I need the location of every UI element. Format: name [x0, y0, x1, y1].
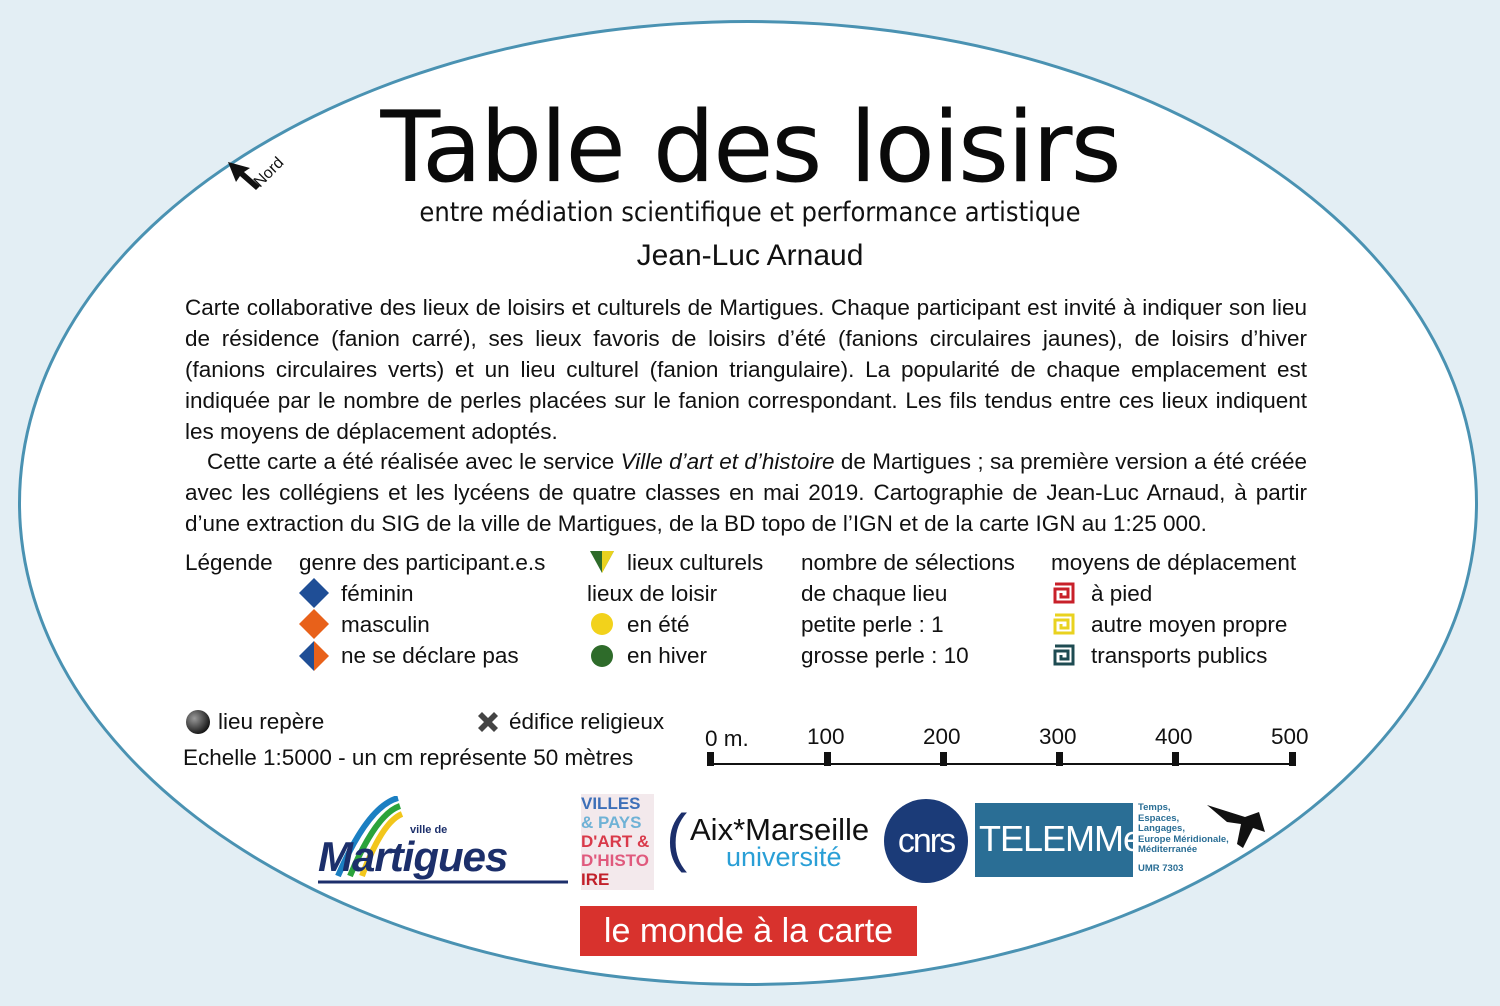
page-subtitle: entre médiation scientifique et performance artistique [419, 197, 1081, 228]
summer-dot-icon [590, 612, 614, 636]
direction-arrow-icon [1205, 802, 1267, 852]
gender-heading: genre des participant.e.s [299, 550, 546, 575]
legend-publics: transports publics [1091, 643, 1268, 668]
service-name: Ville d’art et d’histoire [620, 449, 835, 474]
pied-spiral-icon [1051, 580, 1077, 606]
page-title: Table des loisirs [380, 91, 1120, 205]
martigues-logo [318, 796, 568, 886]
undeclared-diamond-icon [298, 640, 330, 672]
legend-religious: édifice religieux [509, 709, 665, 734]
amu-logo: ( Aix*Marseille université [666, 801, 870, 873]
description-paragraph-1: Carte collaborative des lieux de loisirs et culturels de Martigues. Chaque participant est invité à indiquer son lieu de résidence (fanion carré), ses lieux favoris de loisirs d’été (fanions circulaires jaunes), de loisirs d’hiver (fanions circulaires verts) et un lieu culturel (fanion triangulaire). La popularité de chaque emplacement est indiquée par le nombre de perles placées sur le fanion correspondant. Les fils tendus entre ces lieux indiquent les moyens de déplacement adoptés. [185, 295, 1307, 444]
monde-a-la-carte-logo: le monde à la carte [580, 906, 917, 956]
cultural-triangle-icon [588, 549, 616, 575]
legend-summer: en été [627, 612, 690, 637]
scale-tick-0: 0 m. [705, 726, 749, 751]
amu-bottom: université [726, 842, 842, 872]
scale-tick-400: 400 [1155, 724, 1193, 749]
telemme-subtitle: Temps, Espaces, Langages, Europe Méridionale, Méditerranée UMR 7303 [1138, 802, 1229, 874]
selections-large: grosse perle : 10 [801, 643, 969, 668]
legend-feminin: féminin [341, 581, 414, 606]
legend-winter: en hiver [627, 643, 708, 668]
winter-dot-icon [590, 644, 614, 668]
legend-cultural: lieux culturels [627, 550, 764, 575]
selections-heading: nombre de sélections [801, 550, 1015, 575]
description-paragraph-2: Cette carte a été réalisée avec le service Ville d’art et d’histoire de Martigues ; sa première version a été créée avec les collégiens et les lycéens de quatre classes en mai 2019. Cartographie de Jean-Luc Arnaud, à partir d’une extraction du SIG de la ville de Martigues, de la BD topo de l’IGN et de la carte IGN au 1:25 000. [185, 449, 1307, 536]
selections-small: petite perle : 1 [801, 612, 944, 637]
legend-landmark: lieu repère [218, 709, 325, 734]
scale-tick-100: 100 [807, 724, 845, 749]
martigues-small: ville de [410, 824, 448, 836]
telemme-name: TELEMMe [979, 818, 1143, 859]
telemme-logo [975, 803, 1143, 877]
legend-undeclared: ne se déclare pas [341, 643, 519, 668]
legend-masculin: masculin [341, 612, 430, 637]
scale-tick-500: 500 [1271, 724, 1309, 749]
north-label: Nord [250, 154, 288, 191]
publics-spiral-icon [1051, 642, 1077, 668]
legend-pied: à pied [1091, 581, 1153, 606]
religious-cross-icon [475, 709, 501, 735]
martigues-name: Martigues [318, 833, 508, 880]
masculin-diamond-icon [298, 608, 330, 640]
autre-spiral-icon [1051, 611, 1077, 637]
transport-heading: moyens de déplacement [1051, 550, 1297, 575]
cnrs-logo: cnrs [884, 799, 968, 883]
selections-heading-2: de chaque lieu [801, 581, 948, 606]
legend-autre: autre moyen propre [1091, 612, 1288, 637]
amu-top: Aix*Marseille [690, 812, 870, 847]
scale-text: Echelle 1:5000 - un cm représente 50 mètres [183, 745, 634, 770]
scale-tick-300: 300 [1039, 724, 1077, 749]
feminin-diamond-icon [298, 577, 330, 609]
scale-bar [700, 718, 1320, 770]
author-name: Jean-Luc Arnaud [636, 239, 864, 272]
scale-line [700, 746, 1320, 770]
scale-tick-200: 200 [923, 724, 961, 749]
landmark-sphere-icon [185, 709, 211, 735]
leisure-heading: lieux de loisir [587, 581, 718, 606]
villes-art-histoire-logo: VILLES & PAYS D'ART & D'HISTO IRE [581, 794, 654, 890]
legend-label: Légende [185, 550, 273, 575]
